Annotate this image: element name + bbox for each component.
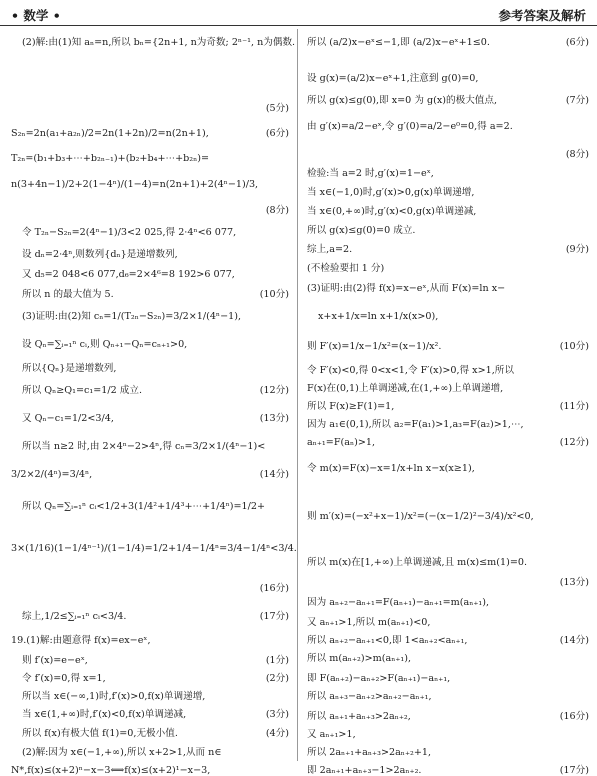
solution-line [11, 269, 289, 280]
line-text: 所以 aₙ₊₁+aₙ₊₃>2aₙ₊₂, [307, 711, 411, 722]
solution-line [307, 691, 589, 702]
score-mark: (9分) [565, 244, 589, 255]
solution-line [307, 37, 589, 48]
solution-line [11, 37, 296, 48]
line-text: 即 2aₙ₊₁+aₙ₊₃−1>2aₙ₊₂. [307, 765, 422, 776]
score-mark: (5分) [265, 103, 289, 114]
solution-line [307, 365, 589, 376]
solution-line [11, 363, 289, 374]
score-mark: (11分) [559, 401, 589, 412]
line-text: F(x)在(0,1)上单调递减,在(1,+∞)上单调递增, [307, 383, 504, 394]
line-text: 3×(1/16)(1−1/4ⁿ⁻¹)/(1−1/4)=1/2+1/4−1/4ⁿ=3/4−1/4ⁿ<3/4. [11, 543, 297, 554]
line-text: S₂ₙ=2n(a₁+a₂ₙ)/2=2n(1+2n)/2=n(2n+1), [11, 128, 209, 139]
solution-line [307, 121, 589, 132]
header-rule [0, 25, 597, 26]
solution-line [11, 469, 289, 480]
solution-line [307, 283, 589, 294]
solution-line [307, 511, 589, 522]
solution-line [11, 153, 289, 164]
solution-line [307, 419, 589, 430]
score-mark: (8分) [265, 205, 289, 216]
solution-line [307, 437, 589, 448]
line-text: 所以当 n≥2 时,由 2×4ⁿ−2>4ⁿ,得 cₙ=3/2×1/(4ⁿ−1)< [22, 441, 266, 452]
line-text: 当 x∈(−1,0)时,g′(x)>0,g(x)单调递增, [307, 187, 475, 198]
line-text: 又 aₙ₊₁>1, [307, 729, 356, 740]
line-text: 因为 aₙ₊₂−aₙ₊₁=F(aₙ₊₁)−aₙ₊₁=m(aₙ₊₁), [307, 597, 490, 608]
line-text: 所以 Qₙ≥Q₁=c₁=1/2 成立. [22, 385, 143, 396]
solution-line [11, 385, 289, 396]
solution-line [307, 463, 589, 474]
solution-line [11, 501, 289, 512]
score-mark: (14分) [259, 469, 289, 480]
line-text: 所以当 x∈(−∞,1)时,f′(x)>0,f(x)单调递增, [22, 691, 206, 702]
line-text: n(3+4n−1)/2+2(1−4ⁿ)/(1−4)=n(2n+1)+2(4ⁿ−1)/3, [11, 179, 259, 190]
solution-line [11, 611, 289, 622]
line-text: 综上,a=2. [307, 244, 353, 255]
subject-label: • 数学 • [11, 8, 61, 23]
solution-line [307, 187, 589, 198]
line-text: x+x+1/x=ln x+1/x(x>0), [318, 311, 439, 322]
solution-line [307, 95, 589, 106]
line-text: 所以 aₙ₊₂−aₙ₊₁<0,即 1<aₙ₊₂<aₙ₊₁, [307, 635, 468, 646]
line-text: N*,f(x)≤(x+2)ⁿ−x−3⟺f(x)≤(x+2)¹−x−3, [11, 765, 211, 776]
solution-line [307, 383, 589, 394]
solution-line [307, 263, 589, 274]
line-text: 由 g′(x)=a/2−eˣ,令 g′(0)=a/2−e⁰=0,得 a=2. [307, 121, 513, 132]
right-column [307, 31, 589, 776]
solution-line [11, 635, 289, 646]
score-mark: (16分) [559, 711, 589, 722]
line-text: 所以{Qₙ}是递增数列, [22, 363, 117, 374]
solution-line [11, 543, 297, 554]
score-mark: (10分) [559, 341, 589, 352]
line-text: 又 d₅=2 048<6 077,d₆=2×4⁶=8 192>6 077, [22, 269, 235, 280]
line-text: 所以 g(x)≤g(0)=0 成立. [307, 225, 416, 236]
solution-line [11, 709, 289, 720]
solution-line [11, 249, 289, 260]
solution-line [307, 597, 589, 608]
line-text: 令 m(x)=F(x)−x=1/x+ln x−x(x≥1), [307, 463, 475, 474]
line-text: (2)解:因为 x∈(−1,+∞),所以 x+2>1,从而 n∈ [22, 747, 222, 758]
line-text: 综上,1/2≤∑ᵢ₌₁ⁿ cᵢ<3/4. [22, 611, 127, 622]
score-mark: (10分) [259, 289, 289, 300]
solution-line [11, 691, 289, 702]
score-mark: (13分) [259, 413, 289, 424]
solution-line [307, 206, 589, 217]
line-text: 令 T₂ₙ−S₂ₙ=2(4ⁿ−1)/3<2 025,得 2·4ⁿ<6 077, [22, 227, 237, 238]
solution-line [307, 401, 589, 412]
solution-line [11, 311, 289, 322]
line-text: 因为 a₁∈(0,1),所以 a₂=F(a₁)>1,a₃=F(a₂)>1,⋯, [307, 419, 524, 430]
solution-line [307, 711, 589, 722]
score-mark: (13分) [559, 577, 589, 588]
line-text: 令 f′(x)=0,得 x=1, [22, 673, 106, 684]
score-mark: (17分) [559, 765, 589, 776]
solution-line [307, 341, 589, 352]
score-mark: (2分) [265, 673, 289, 684]
line-text: 所以 m(aₙ₊₂)>m(aₙ₊₁), [307, 653, 412, 664]
page-header [0, 0, 597, 28]
solution-line [11, 289, 289, 300]
left-column [11, 31, 297, 776]
solution-line [307, 244, 589, 255]
score-mark: (1分) [265, 655, 289, 666]
score-mark: (12分) [559, 437, 589, 448]
line-text: 设 g(x)=(a/2)x−eˣ+1,注意到 g(0)=0, [307, 73, 479, 84]
solution-line [11, 728, 289, 739]
line-text: 所以 2aₙ₊₁+aₙ₊₃>2aₙ₊₂+1, [307, 747, 432, 758]
solution-line [11, 179, 289, 190]
line-text: (不检验要扣 1 分) [307, 263, 385, 274]
solution-line [11, 413, 289, 424]
line-text: 则 f′(x)=e−eˣ, [22, 655, 88, 666]
solution-line [307, 617, 589, 628]
solution-line [307, 311, 589, 322]
solution-line [11, 339, 289, 350]
solution-line [11, 227, 289, 238]
line-text: 则 m′(x)=(−x²+x−1)/x²=(−(x−1/2)²−3/4)/x²<0, [307, 511, 534, 522]
solution-line [307, 225, 589, 236]
section-title: 参考答案及解析 [498, 8, 586, 23]
line-text: 所以 f(x)有极大值 f(1)=0,无极小值. [22, 728, 178, 739]
score-mark: (12分) [259, 385, 289, 396]
line-text: 又 Qₙ−c₁=1/2<3/4, [22, 413, 114, 424]
line-text: 所以 g(x)≤g(0),即 x=0 为 g(x)的极大值点, [307, 95, 498, 106]
score-mark: (6分) [265, 128, 289, 139]
line-text: 当 x∈(1,+∞)时,f′(x)<0,f(x)单调递减, [22, 709, 187, 720]
solution-line [11, 747, 289, 758]
line-text: 所以 aₙ₊₃−aₙ₊₂>aₙ₊₂−aₙ₊₁, [307, 691, 432, 702]
score-mark: (16分) [259, 583, 289, 594]
solution-line [307, 673, 589, 684]
line-text: 所以 F(x)≥F(1)=1, [307, 401, 395, 412]
line-text: 设 Qₙ=∑ᵢ₌₁ⁿ cᵢ,则 Qₙ₊₁−Qₙ=cₙ₊₁>0, [22, 339, 188, 350]
score-mark: (7分) [565, 95, 589, 106]
solution-line [307, 168, 589, 179]
line-text: aₙ₊₁=F(aₙ)>1, [307, 437, 376, 448]
solution-line [11, 655, 289, 666]
score-mark: (3分) [265, 709, 289, 720]
line-text: 19.(1)解:由题意得 f(x)=ex−eˣ, [11, 635, 151, 646]
line-text: 所以 m(x)在[1,+∞)上单调递减,且 m(x)≤m(1)=0. [307, 557, 528, 568]
score-mark: (4分) [265, 728, 289, 739]
solution-line [307, 557, 589, 568]
line-text: 所以 n 的最大值为 5. [22, 289, 114, 300]
line-text: 即 F(aₙ₊₂)−aₙ₊₂>F(aₙ₊₁)−aₙ₊₁, [307, 673, 451, 684]
line-text: 检验:当 a=2 时,g′(x)=1−eˣ, [307, 168, 434, 179]
solution-line [307, 635, 589, 646]
line-text: 设 dₙ=2·4ⁿ,则数列{dₙ}是递增数列, [22, 249, 178, 260]
line-text: 所以 (a/2)x−eˣ≤−1,即 (a/2)x−eˣ+1≤0. [307, 37, 490, 48]
solution-line [11, 128, 289, 139]
line-text: (2)解:由(1)知 aₙ=n,所以 bₙ={2n+1, n为奇数; 2ⁿ⁻¹, n为偶数. [22, 37, 296, 48]
line-text: 3/2×2/(4ⁿ)=3/4ⁿ, [11, 469, 93, 480]
solution-line [307, 747, 589, 758]
line-text: 令 F′(x)<0,得 0<x<1,令 F′(x)>0,得 x>1,所以 [307, 365, 514, 376]
line-text: 又 aₙ₊₁>1,所以 m(aₙ₊₁)<0, [307, 617, 431, 628]
line-text: T₂ₙ=(b₁+b₃+⋯+b₂ₙ₋₁)+(b₂+b₄+⋯+b₂ₙ)= [11, 153, 210, 164]
line-text: 所以 Qₙ=∑ᵢ₌₁ⁿ cᵢ<1/2+3(1/4²+1/4³+⋯+1/4ⁿ)=1/2+ [22, 501, 265, 512]
solution-line [307, 73, 589, 84]
solution-line [11, 673, 289, 684]
solution-line [307, 653, 589, 664]
score-mark: (17分) [259, 611, 289, 622]
line-text: 当 x∈(0,+∞)时,g′(x)<0,g(x)单调递减, [307, 206, 477, 217]
line-text: (3)证明:由(2)知 cₙ=1/(T₂ₙ−S₂ₙ)=3/2×1/(4ⁿ−1), [22, 311, 242, 322]
score-mark: (8分) [565, 149, 589, 160]
line-text: (3)证明:由(2)得 f(x)=x−eˣ,从而 F(x)=ln x− [307, 283, 506, 294]
score-mark: (6分) [565, 37, 589, 48]
solution-line [11, 441, 289, 452]
line-text: 则 F′(x)=1/x−1/x²=(x−1)/x². [307, 341, 442, 352]
column-divider [297, 29, 298, 761]
solution-line [307, 729, 589, 740]
score-mark: (14分) [559, 635, 589, 646]
